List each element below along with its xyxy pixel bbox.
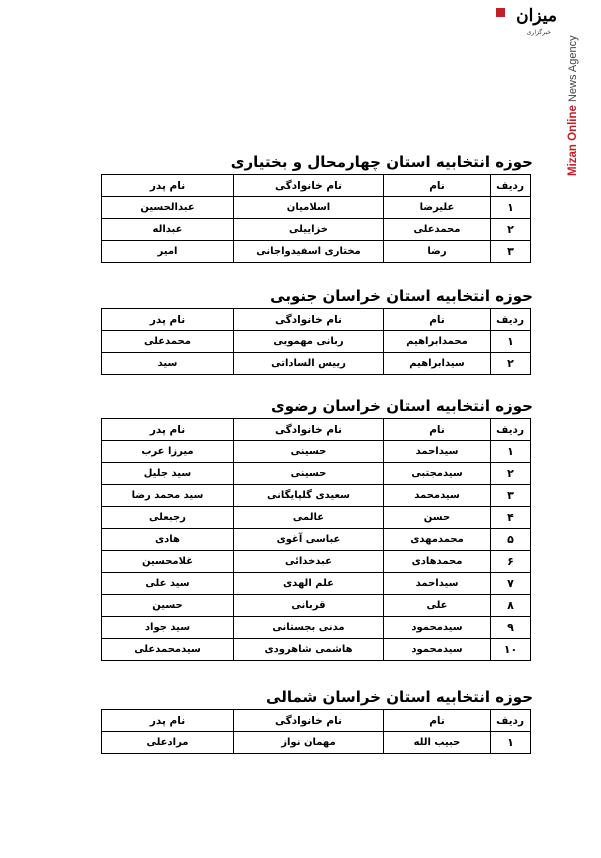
cell-row-number: ۱ [491, 331, 531, 353]
table-row [102, 441, 531, 463]
header-name: نام [384, 419, 491, 441]
table-row [102, 353, 531, 375]
cell-name: سیدابراهیم [384, 353, 491, 375]
table-row [102, 551, 531, 573]
logo-text: میزان [516, 6, 557, 26]
table-row [102, 732, 531, 754]
cell-name: حسن [384, 507, 491, 529]
cell-family: علم الهدی [234, 573, 384, 595]
table-row [102, 485, 531, 507]
cell-father: غلامحسین [102, 551, 234, 573]
table-header-row [102, 419, 531, 441]
cell-father: سید محمد رضا [102, 485, 234, 507]
cell-family: اسلامیان [234, 197, 384, 219]
table-header-row [102, 309, 531, 331]
cell-family: سعیدی گلپایگانی [234, 485, 384, 507]
cell-father: عبدالحسین [102, 197, 234, 219]
header-row-number: ردیف [491, 710, 531, 732]
table-row [102, 197, 531, 219]
section-title: حوزه انتخابیه استان خراسان جنوبی [270, 287, 533, 305]
cell-row-number: ۲ [491, 219, 531, 241]
cell-father: هادی [102, 529, 234, 551]
table-row [102, 529, 531, 551]
cell-family: عالمی [234, 507, 384, 529]
watermark-vertical [567, 6, 583, 176]
table-row [102, 219, 531, 241]
cell-father: سید [102, 353, 234, 375]
header-row-number: ردیف [491, 309, 531, 331]
cell-family: مختاری اسفیدواجانی [234, 241, 384, 263]
cell-father: میرزا عرب [102, 441, 234, 463]
cell-father: حسین [102, 595, 234, 617]
logo-mark-icon [496, 8, 505, 17]
cell-name: رضا [384, 241, 491, 263]
cell-row-number: ۲ [491, 463, 531, 485]
cell-name: محمدمهدی [384, 529, 491, 551]
cell-family: ربانی مهمویی [234, 331, 384, 353]
cell-family: مدنی بجستانی [234, 617, 384, 639]
cell-name: علی [384, 595, 491, 617]
section-title: حوزه انتخابیه استان چهارمحال و بختیاری [230, 153, 533, 171]
table-header-row [102, 710, 531, 732]
header-father: نام پدر [102, 710, 234, 732]
section-title: حوزه انتخابیه استان خراسان رضوی [271, 397, 533, 415]
header-father: نام پدر [102, 309, 234, 331]
cell-family: حسینی [234, 463, 384, 485]
header-row-number: ردیف [491, 419, 531, 441]
cell-row-number: ۱ [491, 197, 531, 219]
cell-name: محمدابراهیم [384, 331, 491, 353]
table-row [102, 331, 531, 353]
header-row-number: ردیف [491, 175, 531, 197]
section-razavi-khorasan [101, 397, 533, 661]
cell-name: محمدعلی [384, 219, 491, 241]
section-south-khorasan [101, 287, 533, 375]
cell-row-number: ۶ [491, 551, 531, 573]
cell-father: سید علی [102, 573, 234, 595]
brand-logo-area [511, 6, 591, 176]
header-name: نام [384, 710, 491, 732]
cell-row-number: ۳ [491, 485, 531, 507]
header-father: نام پدر [102, 419, 234, 441]
cell-row-number: ۱ [491, 732, 531, 754]
table-row [102, 507, 531, 529]
cell-row-number: ۸ [491, 595, 531, 617]
cell-row-number: ۵ [491, 529, 531, 551]
cell-family: عباسی آغوی [234, 529, 384, 551]
cell-family: حسینی [234, 441, 384, 463]
cell-father: سید جواد [102, 617, 234, 639]
cell-row-number: ۹ [491, 617, 531, 639]
header-family: نام خانوادگی [234, 175, 384, 197]
header-family: نام خانوادگی [234, 710, 384, 732]
table-row [102, 241, 531, 263]
table-row [102, 617, 531, 639]
header-father: نام پدر [102, 175, 234, 197]
cell-name: سیدمجتبی [384, 463, 491, 485]
candidates-table [101, 308, 531, 375]
header-family: نام خانوادگی [234, 419, 384, 441]
cell-father: مرادعلی [102, 732, 234, 754]
cell-row-number: ۴ [491, 507, 531, 529]
cell-father: امیر [102, 241, 234, 263]
cell-family: قربانی [234, 595, 384, 617]
candidates-table [101, 709, 531, 754]
section-title: حوزه انتخابیه استان خراسان شمالی [266, 688, 533, 706]
cell-row-number: ۱ [491, 441, 531, 463]
cell-father: محمدعلی [102, 331, 234, 353]
cell-row-number: ۱۰ [491, 639, 531, 661]
candidates-table [101, 418, 531, 661]
cell-name: سیدمحمود [384, 639, 491, 661]
header-family: نام خانوادگی [234, 309, 384, 331]
watermark-suffix: News Agency [567, 35, 579, 106]
table-row [102, 463, 531, 485]
cell-family: عبدخدائی [234, 551, 384, 573]
cell-name: علیرضا [384, 197, 491, 219]
cell-family: رییس الساداتی [234, 353, 384, 375]
cell-father: رجبعلی [102, 507, 234, 529]
watermark-brand: Mizan Online [567, 105, 579, 176]
candidates-table [101, 174, 531, 263]
header-name: نام [384, 175, 491, 197]
cell-row-number: ۲ [491, 353, 531, 375]
cell-row-number: ۳ [491, 241, 531, 263]
table-row [102, 639, 531, 661]
cell-name: سیداحمد [384, 441, 491, 463]
cell-father: سید جلیل [102, 463, 234, 485]
cell-name: سیدمحمود [384, 617, 491, 639]
cell-family: خزاییلی [234, 219, 384, 241]
logo-subtitle: خبرگزاری [526, 29, 551, 36]
cell-father: سیدمحمدعلی [102, 639, 234, 661]
cell-family: هاشمی شاهرودی [234, 639, 384, 661]
section-north-khorasan [101, 688, 533, 754]
cell-name: حبیب الله [384, 732, 491, 754]
header-name: نام [384, 309, 491, 331]
cell-name: محمدهادی [384, 551, 491, 573]
table-row [102, 573, 531, 595]
cell-father: عبداله [102, 219, 234, 241]
table-header-row [102, 175, 531, 197]
cell-name: سیداحمد [384, 573, 491, 595]
table-row [102, 595, 531, 617]
cell-family: مهمان نواز [234, 732, 384, 754]
cell-name: سیدمحمد [384, 485, 491, 507]
section-chaharmahal [101, 153, 533, 263]
cell-row-number: ۷ [491, 573, 531, 595]
